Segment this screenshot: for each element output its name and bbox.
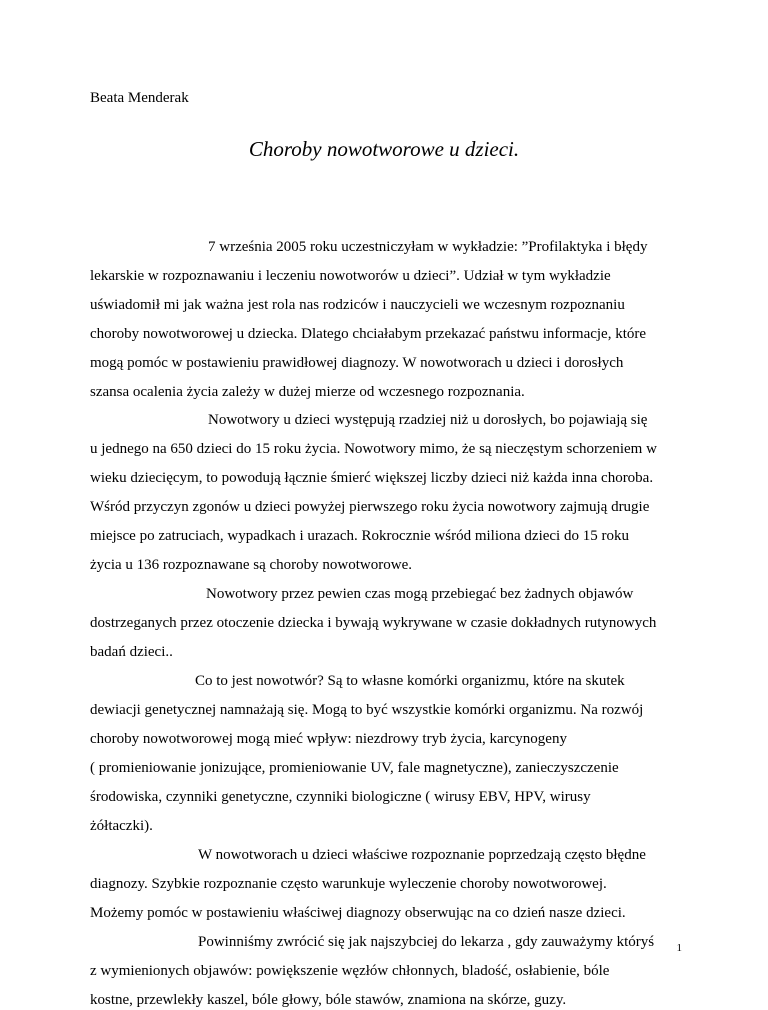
text-line: Co to jest nowotwór? Są to własne komórki organizmu, które na skutek <box>195 673 625 689</box>
text-line: 7 września 2005 roku uczestniczyłam w wykładzie: ”Profilaktyka i błędy <box>208 239 648 255</box>
text-line: badań dzieci.. <box>90 644 173 660</box>
text-line: dostrzeganych przez otoczenie dziecka i bywają wykrywane w czasie dokładnych rutynowych <box>90 615 657 631</box>
text-line: życia u 136 rozpoznawane są choroby nowotworowe. <box>90 557 412 573</box>
author-name: Beata Menderak <box>90 90 189 106</box>
text-line: wieku dziecięcym, to powodują łącznie śmierć większej liczby dzieci niż każda inna choroba. <box>90 470 654 486</box>
text-line: mogą pomóc w postawieniu prawidłowej diagnozy. W nowotworach u dzieci i dorosłych <box>90 355 624 371</box>
text-line: szansa ocalenia życia zależy w dużej mierze od wczesnego rozpoznania. <box>90 384 525 400</box>
text-line: choroby nowotworowej u dziecka. Dlatego chciałabym przekazać państwu informacje, które <box>90 326 647 342</box>
text-line: żółtaczki). <box>90 818 153 834</box>
text-line: Wśród przyczyn zgonów u dzieci powyżej pierwszego roku życia nowotwory zajmują drugie <box>90 499 650 515</box>
text-line: Nowotwory u dzieci występują rzadziej niż u dorosłych, bo pojawiają się <box>208 412 648 428</box>
text-line: lekarskie w rozpoznawaniu i leczeniu nowotworów u dzieci”. Udział w tym wykładzie <box>90 268 611 284</box>
text-line: kostne, przewlekły kaszel, bóle głowy, bóle stawów, znamiona na skórze, guzy. <box>90 992 567 1008</box>
text-line: Możemy pomóc w postawieniu właściwej diagnozy obserwując na co dzień nasze dzieci. <box>90 905 626 921</box>
page-number: 1 <box>676 942 682 954</box>
text-line: W nowotworach u dzieci właściwe rozpoznanie poprzedzają często błędne <box>198 847 646 863</box>
text-line: diagnozy. Szybkie rozpoznanie często warunkuje wyleczenie choroby nowotworowej. <box>90 876 607 892</box>
text-line: choroby nowotworowej mogą mieć wpływ: niezdrowy tryb życia, karcynogeny <box>90 731 567 747</box>
text-line: ( promieniowanie jonizujące, promieniowanie UV, fale magnetyczne), zanieczyszczenie <box>90 760 619 776</box>
text-line: Powinniśmy zwrócić się jak najszybciej do lekarza , gdy zauważymy któryś <box>198 934 655 950</box>
text-line: środowiska, czynniki genetyczne, czynniki biologiczne ( wirusy EBV, HPV, wirusy <box>90 789 591 805</box>
text-line: Nowotwory przez pewien czas mogą przebiegać bez żadnych objawów <box>206 586 634 602</box>
text-line: miejsce po zatruciach, wypadkach i urazach. Rokrocznie wśród miliona dzieci do 15 roku <box>90 528 629 544</box>
text-line: u jednego na 650 dzieci do 15 roku życia. Nowotwory mimo, że są nieczęstym schorzeniem w <box>90 441 657 457</box>
text-line: z wymienionych objawów: powiększenie węzłów chłonnych, bladość, osłabienie, bóle <box>90 963 610 979</box>
text-line: dewiacji genetycznej namnażają się. Mogą to być wszystkie komórki organizmu. Na rozwój <box>90 702 644 718</box>
text-line: uświadomił mi jak ważna jest rola nas rodziców i nauczycieli we wczesnym rozpoznaniu <box>90 297 625 313</box>
document-title: Choroby nowotworowe u dzieci. <box>248 137 520 161</box>
